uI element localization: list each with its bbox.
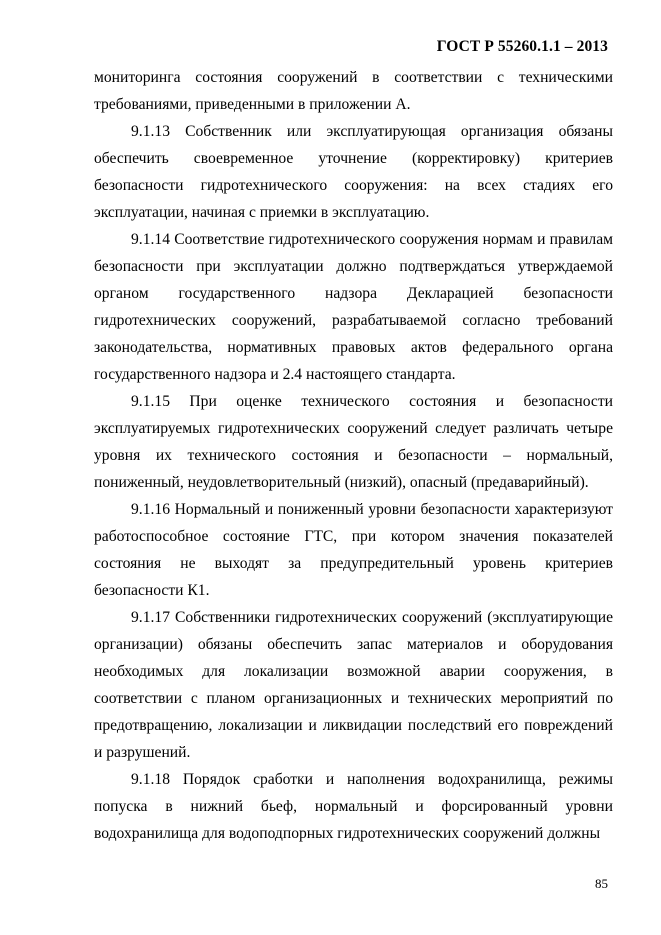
document-body: [94, 64, 613, 847]
standard-code-header: ГОСТ Р 55260.1.1 – 2013: [436, 38, 608, 55]
paragraph-9-1-17: 9.1.17 Собственники гидротехнических сооружений (эксплуатирующие организации) обязаны обеспечить запас материалов и оборудования необходимых для локализации возможной аварии сооружения, в соответствии с планом организационных и технических мероприятий по предотвращению, локализации и ликвидации последствий его повреждений и разрушений.: [94, 609, 613, 761]
paragraph-9-1-13: 9.1.13 Собственник или эксплуатирующая организация обязаны обеспечить своевременное уточнение (корректировку) критериев безопасности гидротехнического сооружения: на всех стадиях его эксплуатации, начиная с приемки в эксплуатацию.: [94, 123, 613, 221]
paragraph-9-1-15: 9.1.15 При оценке технического состояния и безопасности эксплуатируемых гидротехнических сооружений следует различать четыре уровня их технического состояния и безопасности – нормальный, пониженный, неудовлетворительный (низкий), опасный (предаварийный).: [94, 393, 613, 491]
paragraph-continuation: мониторинга состояния сооружений в соответствии с техническими требованиями, приведенными в приложении А.: [94, 69, 613, 113]
page-number: 85: [595, 876, 608, 891]
paragraph-9-1-14: 9.1.14 Соответствие гидротехнического сооружения нормам и правилам безопасности при эксплуатации должно подтверждаться утверждаемой органом государственного надзора Декларацией безопасности гидротехнических сооружений, разрабатываемой согласно требований законодательства, нормативных правовых актов федерального органа государственного надзора и 2.4 настоящего стандарта.: [94, 231, 613, 383]
paragraph-9-1-18: 9.1.18 Порядок сработки и наполнения водохранилища, режимы попуска в нижний бьеф, нормальный и форсированный уровни водохранилища для водоподпорных гидротехнических сооружений должны: [94, 771, 613, 842]
paragraph-9-1-16: 9.1.16 Нормальный и пониженный уровни безопасности характеризуют работоспособное состояние ГТС, при котором значения показателей состояния не выходят за предупредительный уровень критериев безопасности К1.: [94, 501, 613, 599]
